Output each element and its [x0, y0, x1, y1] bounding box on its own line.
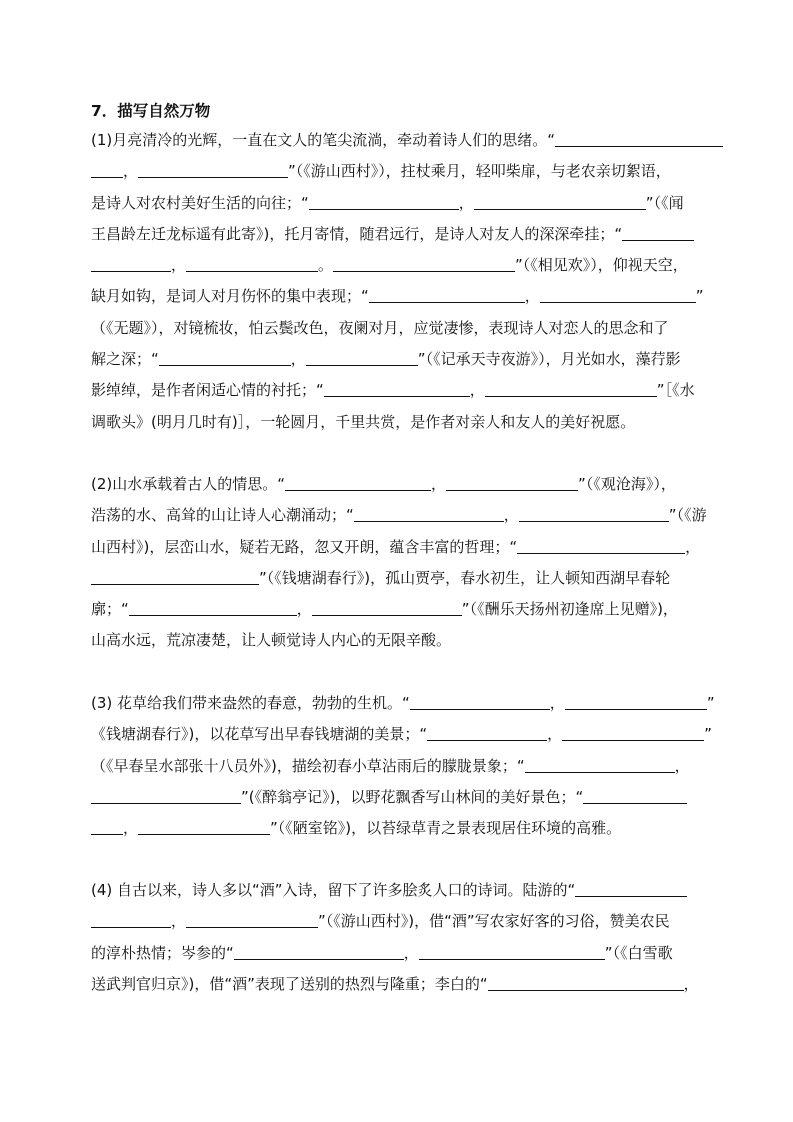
text-line: [91, 219, 731, 250]
text-segment: 是诗人对农村美好生活的向往；“: [91, 193, 309, 212]
answer-blank[interactable]: [427, 724, 547, 741]
answer-blank[interactable]: [186, 911, 318, 928]
text-segment: (2)山水承载着古人的情思。“: [91, 475, 286, 493]
text-segment: ，: [547, 725, 563, 744]
text-line: [91, 751, 731, 782]
text-line: [91, 625, 731, 656]
text-line: [91, 782, 731, 813]
text-line: [91, 469, 731, 500]
text-segment: ，: [290, 350, 306, 369]
answer-blank[interactable]: [369, 286, 525, 303]
text-segment: ”（《陋室铭》)，以苔绿草青之景表现居住环境的高雅。: [270, 819, 622, 838]
answer-blank[interactable]: [91, 161, 123, 178]
text-segment: (3) 花草给我们带来盎然的春意，勃勃的生机。“: [91, 694, 410, 712]
text-line: [91, 375, 731, 406]
answer-blank[interactable]: [309, 193, 459, 210]
answer-blank[interactable]: [565, 693, 707, 710]
text-segment: ，: [296, 600, 312, 619]
text-line: [91, 500, 731, 531]
text-segment: ”（《白雪歌: [604, 943, 673, 962]
text-segment: 王昌龄左迁龙标遥有此寄》)，托月寄情，随君远行，是诗人对友人的深深牵挂；“: [91, 224, 623, 243]
answer-blank[interactable]: [324, 380, 470, 397]
answer-blank[interactable]: [285, 474, 431, 491]
section-3-flowers: [91, 688, 731, 844]
text-segment: 浩荡的水、高耸的山让诗人心潮涌动；“: [91, 506, 354, 525]
answer-blank[interactable]: [575, 880, 687, 897]
text-segment: ”（《钱塘湖春行》)，孤山贾亭，春水初生，让人顿知西湖早春轮: [259, 568, 671, 587]
text-segment: ”: [706, 694, 715, 712]
text-segment: ”(《醉翁亭记》)，以野花飘香写山林间的美好景色；“: [241, 787, 584, 806]
answer-blank[interactable]: [517, 537, 685, 554]
text-line: [91, 407, 731, 438]
text-segment: （《无题》），对镜梳妆，怕云鬓改色，夜阑对月，应觉凄惨，表现诗人对恋人的思念和了: [91, 318, 669, 337]
text-line: [91, 125, 731, 156]
text-segment: （《早春呈水部张十八员外》)，描绘初春小草沾雨后的朦胧景象；“: [91, 756, 525, 775]
text-segment: 山西村》)，层峦山水，疑若无路，忽又开朗，蕴含丰富的哲理；“: [91, 537, 518, 556]
text-segment: ，: [171, 912, 187, 931]
answer-blank[interactable]: [312, 599, 462, 616]
answer-blank[interactable]: [129, 599, 297, 616]
text-segment: ，: [683, 974, 699, 993]
text-segment: ，: [674, 756, 690, 775]
answer-blank[interactable]: [138, 818, 270, 835]
text-segment: 。: [318, 256, 334, 275]
text-line: [91, 813, 731, 844]
text-segment: ，: [685, 537, 701, 556]
text-segment: ”（《记承天寺夜游》），月光如水，藻荇影: [417, 350, 681, 369]
text-segment: ，: [171, 256, 187, 275]
text-segment: ，: [403, 943, 419, 962]
section-1-moon: [91, 125, 731, 438]
text-segment: ，: [431, 475, 447, 493]
text-line: [91, 938, 731, 969]
text-segment: ，: [458, 193, 474, 212]
text-segment: ，: [549, 694, 565, 712]
answer-blank[interactable]: [562, 724, 704, 741]
text-line: [91, 281, 731, 312]
text-segment: (1)月亮清冷的光辉，一直在文人的笔尖流淌，牵动着诗人们的思绪。“: [91, 131, 556, 149]
answer-blank[interactable]: [419, 943, 605, 960]
text-segment: ，: [524, 287, 540, 306]
section-heading: 7．描写自然万物: [91, 102, 211, 120]
text-segment: 《钱塘湖春行》)，以花草写出早春钱塘湖的美景；“: [91, 725, 428, 744]
text-segment: ，: [469, 381, 485, 400]
text-segment: 廓；“: [91, 600, 129, 619]
text-line: [91, 156, 731, 187]
section-2-landscape: [91, 469, 731, 657]
text-line: [91, 250, 731, 281]
text-segment: 解之深；“: [91, 350, 159, 369]
text-segment: ”（《游山西村》)，借“酒”写农家好客的习俗，赞美农民: [318, 912, 670, 931]
section-4-wine: [91, 875, 731, 1000]
answer-blank[interactable]: [159, 349, 291, 366]
answer-blank[interactable]: [488, 974, 684, 991]
answer-blank[interactable]: [446, 474, 578, 491]
text-segment: 缺月如钩，是词人对月伤怀的集中表现；“: [91, 287, 369, 306]
text-segment: 影绰绰，是作者闲适心情的衬托；“: [91, 381, 324, 400]
answer-blank[interactable]: [540, 286, 696, 303]
answer-blank[interactable]: [485, 380, 657, 397]
text-segment: ”（《相见欢》），仰视天空，: [515, 256, 688, 275]
answer-blank[interactable]: [91, 255, 171, 272]
text-segment: ，: [503, 506, 519, 525]
text-segment: ”（《观沧海》），: [578, 475, 676, 493]
text-segment: ”［《水: [656, 381, 695, 400]
text-line: [91, 719, 731, 750]
text-line: [91, 563, 731, 594]
text-segment: ”（《闻: [645, 193, 684, 212]
answer-blank[interactable]: [555, 130, 723, 147]
text-segment: ，: [123, 162, 139, 181]
answer-blank[interactable]: [410, 693, 550, 710]
text-segment: 山高水远，荒凉凄楚，让人顿觉诗人内心的无限辛酸。: [91, 631, 452, 650]
answer-blank[interactable]: [333, 255, 515, 272]
text-line: [91, 532, 731, 563]
text-segment: 调歌头》(明月几时有)］，一轮圆月，千里共赏，是作者对亲人和友人的美好祝愿。: [91, 412, 636, 431]
text-line: [91, 688, 731, 719]
text-line: [91, 188, 731, 219]
answer-blank[interactable]: [622, 224, 694, 241]
text-line: [91, 313, 731, 344]
answer-blank[interactable]: [138, 161, 288, 178]
answer-blank[interactable]: [186, 255, 318, 272]
answer-blank[interactable]: [91, 787, 241, 804]
text-line: [91, 344, 731, 375]
answer-blank[interactable]: [91, 818, 123, 835]
answer-blank[interactable]: [525, 756, 675, 773]
text-segment: 送武判官归京》)，借“酒”表现了送别的热烈与隆重；李白的“: [91, 974, 488, 993]
text-segment: ”: [704, 725, 712, 744]
answer-blank[interactable]: [519, 505, 669, 522]
text-line: [91, 594, 731, 625]
answer-blank[interactable]: [474, 193, 646, 210]
text-segment: ”（《游山西村》），拄杖乘月，轻叩柴扉，与老农亲切絮语，: [288, 162, 671, 181]
text-segment: (4) 自古以来，诗人多以“酒”入诗，留下了许多脍炙人口的诗词。陆游的“: [91, 881, 576, 899]
answer-blank[interactable]: [306, 349, 418, 366]
text-segment: ”（《游: [668, 506, 707, 525]
text-segment: 的淳朴热情；岑参的“: [91, 943, 234, 962]
answer-blank[interactable]: [234, 943, 404, 960]
text-segment: ”: [695, 287, 704, 306]
text-line: [91, 969, 731, 1000]
text-line: [91, 906, 731, 937]
answer-blank[interactable]: [91, 568, 259, 585]
text-line: [91, 875, 731, 906]
answer-blank[interactable]: [91, 911, 171, 928]
text-segment: ，: [123, 819, 139, 838]
answer-blank[interactable]: [354, 505, 504, 522]
answer-blank[interactable]: [583, 787, 687, 804]
text-segment: ”（《酬乐天扬州初逢席上见赠》)，: [461, 600, 678, 619]
